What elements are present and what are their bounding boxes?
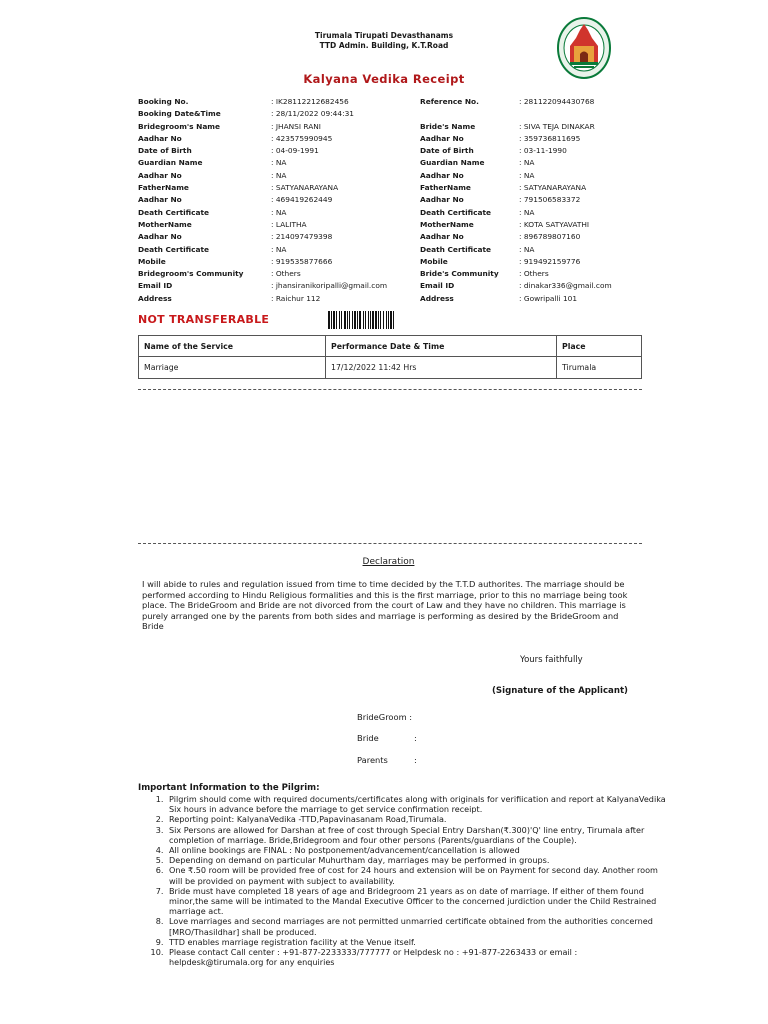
detail-value: : IK28112212682456 (271, 97, 349, 106)
detail-label: Aadhar No (138, 133, 182, 143)
detail-row (420, 157, 612, 169)
detail-row (420, 194, 612, 206)
detail-label: Aadhar No (420, 195, 464, 205)
detail-value: : NA (271, 170, 287, 180)
detail-row (138, 194, 387, 206)
detail-value: : NA (519, 207, 535, 217)
service-name-cell: Marriage (139, 357, 326, 379)
parents-sign-label: Parents (357, 755, 388, 765)
bride-sign-colon: : (414, 733, 417, 743)
detail-row (420, 96, 612, 108)
important-info-title: Important Information to the Pilgrim: (138, 783, 320, 793)
bride-details (420, 96, 612, 305)
detail-value: : Others (519, 269, 549, 279)
detail-value: : 919535877666 (271, 256, 333, 266)
detail-label: Death Certificate (138, 244, 210, 254)
org-address: TTD Admin. Building, K.T.Road (319, 41, 449, 50)
table-row (139, 357, 642, 379)
detail-row (138, 231, 387, 243)
detail-row (138, 133, 387, 145)
detail-row (138, 219, 387, 231)
detail-value: : 896789807160 (519, 232, 581, 242)
detail-label: Bride's Name (420, 121, 476, 131)
detail-label: Booking Date&Time (138, 109, 221, 119)
detail-label: Date of Birth (420, 146, 474, 156)
detail-label: Email ID (420, 281, 455, 291)
list-item: 2. Reporting point: KalyanaVedika -TTD,Papavinasanam Road,Tirumala. (166, 814, 666, 824)
detail-row (138, 121, 387, 133)
detail-row (420, 108, 612, 120)
list-item: 1. Pilgrim should come with required documents/certificates along with originals for verifiication and report at KalyanaVedika Six hours in advance before the marriage to get service confirmation receipt. (166, 794, 666, 814)
detail-row (138, 207, 387, 219)
detail-row (138, 293, 387, 305)
detail-label: Aadhar No (138, 170, 182, 180)
detail-value: : 469419262449 (271, 195, 333, 205)
detail-row (138, 157, 387, 169)
detail-value: : 791506583372 (519, 195, 581, 205)
detail-row (420, 219, 612, 231)
detail-row (138, 268, 387, 280)
detail-value: : jhansiranikoripalli@gmail.com (271, 281, 388, 291)
bride-sign-line (357, 733, 417, 743)
detail-row (138, 256, 387, 268)
detail-label: Death Certificate (420, 244, 492, 254)
divider-bottom (138, 543, 642, 544)
list-item: 3. Six Persons are allowed for Darshan at free of cost through Special Entry Darshan(₹.300)'Q' line entry, Tirumala after completion of marriage. Bride,Bridegroom and four other persons (Parents/guardians of the Couple). (166, 825, 666, 845)
detail-label: Bridegroom's Community (138, 269, 244, 279)
bridegroom-details (138, 96, 387, 305)
yours-faithfully: Yours faithfully (520, 655, 583, 665)
detail-value: : NA (271, 207, 287, 217)
detail-row (420, 231, 612, 243)
service-table (138, 335, 642, 379)
detail-label: Mobile (138, 256, 166, 266)
detail-row (420, 182, 612, 194)
detail-value: : 03-11-1990 (519, 146, 567, 156)
declaration-text: I will abide to rules and regulation issued from time to time decided by the T.T.D authorites. The marriage should be performed according to Hindu Religious formalities and this is the first marriage, prior to this no marriage being took place. The BrideGroom and Bride are not divorced from the court of Law and they have no children. This marriage is purely arranged one by the parents from both sides and marriage is performing as desired by the BrideGroom and Bride (142, 579, 628, 632)
detail-value: : Others (271, 269, 301, 279)
receipt-title: Kalyana Vedika Receipt (303, 72, 465, 86)
detail-value: : 28/11/2022 09:44:31 (271, 109, 354, 119)
detail-value: : 423575990945 (271, 133, 333, 143)
list-item: 4. All online bookings are FINAL : No postponement/advancement/cancellation is allowed (166, 845, 666, 855)
not-transferable-label: NOT TRANSFERABLE (138, 313, 270, 326)
detail-label: FatherName (138, 183, 189, 193)
declaration-title: Declaration (362, 557, 415, 567)
detail-label: Date of Birth (138, 146, 192, 156)
detail-label: FatherName (420, 183, 471, 193)
list-item: 7. Bride must have completed 18 years of age and Bridegroom 21 years as on date of marriage. If either of them found minor,the same will be intimated to the Mandal Executive Officer to the concerned jurdiction under the Child Restrained marriage act. (166, 886, 666, 917)
detail-value: : SIVA TEJA DINAKAR (519, 121, 595, 131)
detail-label: Death Certificate (138, 207, 210, 217)
detail-value: : dinakar336@gmail.com (519, 281, 612, 291)
detail-label: MotherName (138, 219, 192, 229)
detail-value: : NA (519, 170, 535, 180)
detail-value: : 281122094430768 (519, 97, 595, 106)
detail-label: Aadhar No (138, 195, 182, 205)
detail-label: Aadhar No (420, 133, 464, 143)
list-item: 5. Depending on demand on particular Muhurtham day, marriages may be performed in groups. (166, 855, 666, 865)
ttd-seal-icon (556, 16, 612, 80)
detail-value: : LALITHA (271, 219, 307, 229)
detail-value: : 919492159776 (519, 256, 581, 266)
detail-value: : NA (519, 158, 535, 168)
org-header (0, 31, 768, 51)
detail-row (420, 207, 612, 219)
detail-row (138, 280, 387, 292)
service-table-header (139, 336, 642, 357)
detail-value: : NA (271, 158, 287, 168)
detail-label: Bridegroom's Name (138, 121, 221, 131)
important-info-list (138, 794, 666, 967)
service-name-header: Name of the Service (139, 336, 326, 357)
detail-row (138, 96, 387, 108)
detail-value: : 214097479398 (271, 232, 333, 242)
detail-label: MotherName (420, 219, 474, 229)
detail-value: : 04-09-1991 (271, 146, 319, 156)
divider-top (138, 389, 642, 390)
detail-row (420, 133, 612, 145)
detail-label: Reference No. (420, 97, 479, 106)
parents-sign-colon: : (414, 755, 417, 765)
barcode-icon (328, 311, 431, 329)
detail-row (138, 182, 387, 194)
detail-label: Address (138, 293, 172, 303)
detail-row (420, 170, 612, 182)
detail-row (420, 244, 612, 256)
bridegroom-sign-line (357, 712, 412, 722)
detail-label: Aadhar No (138, 232, 182, 242)
detail-row (420, 121, 612, 133)
detail-value: : SATYANARAYANA (271, 183, 339, 193)
detail-value: : NA (271, 244, 287, 254)
detail-row (420, 293, 612, 305)
org-name: Tirumala Tirupati Devasthanams (314, 31, 454, 40)
list-item: 9. TTD enables marriage registration facility at the Venue itself. (166, 937, 666, 947)
detail-value: : JHANSI RANI (271, 121, 321, 131)
detail-label (420, 108, 519, 120)
detail-label: Bride's Community (420, 269, 499, 279)
detail-label: Death Certificate (420, 207, 492, 217)
signature-label: (Signature of the Applicant) (492, 686, 628, 696)
detail-label: Email ID (138, 281, 173, 291)
detail-label: Aadhar No (420, 170, 464, 180)
performance-date-cell: 17/12/2022 11:42 Hrs (326, 357, 557, 379)
parents-sign-line (357, 755, 417, 765)
place-cell: Tirumala (557, 357, 642, 379)
detail-label: Guardian Name (420, 158, 485, 168)
detail-row (138, 108, 387, 120)
detail-row (420, 256, 612, 268)
detail-label: Guardian Name (138, 158, 203, 168)
detail-label: Address (420, 293, 454, 303)
detail-row (420, 268, 612, 280)
place-header: Place (557, 336, 642, 357)
detail-value: : SATYANARAYANA (519, 183, 587, 193)
detail-row (420, 145, 612, 157)
detail-row (420, 280, 612, 292)
detail-label: Aadhar No (420, 232, 464, 242)
detail-value: : Raichur 112 (271, 293, 321, 303)
detail-value: : NA (519, 244, 535, 254)
bridegroom-sign-label: BrideGroom : (357, 712, 413, 722)
detail-row (138, 244, 387, 256)
detail-value: : KOTA SATYAVATHI (519, 219, 590, 229)
performance-date-header: Performance Date & Time (326, 336, 557, 357)
detail-row (138, 170, 387, 182)
detail-value: : 359736811695 (519, 133, 581, 143)
list-item: 10. Please contact Call center : +91-877-2233333/777777 or Helpdesk no : +91-877-2263433 or email : helpdesk@tirumala.org for any enquiries (166, 947, 666, 967)
list-item: 8. Love marriages and second marriages are not permitted unmarried certificate obtained from the authorities concerned [MRO/Thasildhar] shall be produced. (166, 916, 666, 936)
detail-label: Booking No. (138, 97, 189, 106)
detail-value: : Gowripalli 101 (519, 293, 578, 303)
detail-row (138, 145, 387, 157)
list-item: 6. One ₹.50 room will be provided free of cost for 24 hours and extension will be on Payment for second day. Another room will be provided on payment with subject to availability. (166, 865, 666, 885)
bride-sign-label: Bride (357, 733, 379, 743)
detail-label: Mobile (420, 256, 448, 266)
